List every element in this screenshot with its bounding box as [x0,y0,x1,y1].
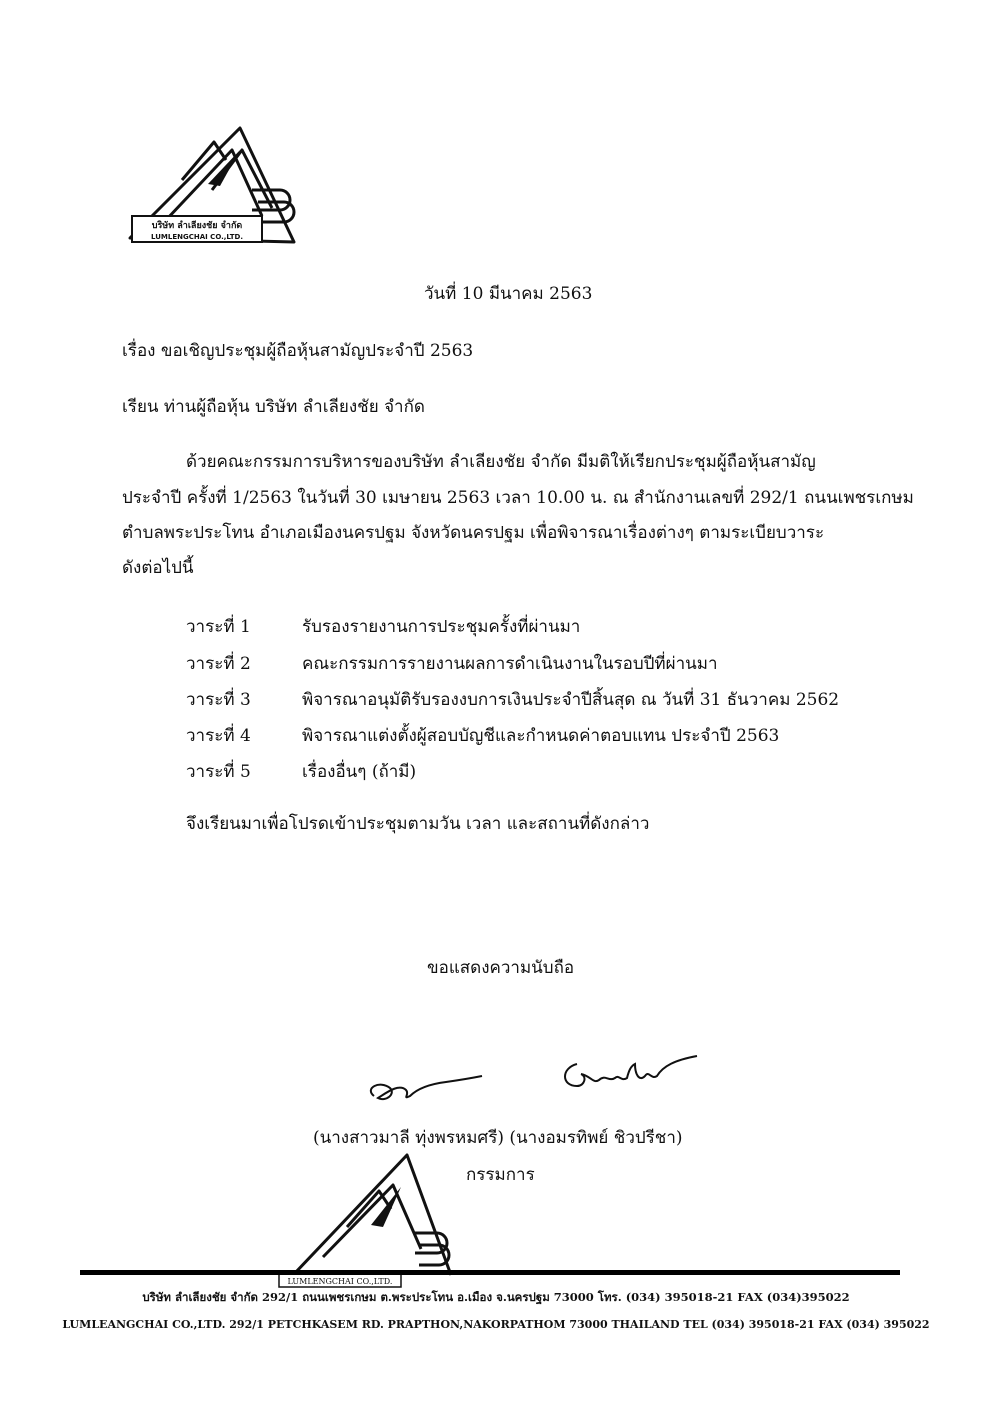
letter-date: วันที่ 10 มีนาคม 2563 [424,284,593,304]
footer-address-th: บริษัท ลำเลียงชัย จำกัด 292/1 ถนนเพชรเกษม ต.พระประโทน อ.เมือง จ.นครปฐม 73000 โทร. (034) 395018-21 FAX (034)395022 [142,1290,850,1304]
agenda-text: เรื่องอื่นๆ (ถ้ามี) [302,762,417,782]
signature-2 [555,1046,700,1096]
footer-rule [80,1270,900,1275]
letter-regards: ขอแสดงความนับถือ [427,958,575,978]
agenda-text: พิจารณาอนุมัติรับรองงบการเงินประจำปีสิ้นสุด ณ วันที่ 31 ธันวาคม 2562 [302,690,840,710]
agenda-text: คณะกรรมการรายงานผลการดำเนินงานในรอบปีที่ผ่านมา [302,654,718,674]
agenda-label: วาระที่ 4 [186,726,251,746]
agenda-text: รับรองรายงานการประชุมครั้งที่ผ่านมา [302,617,581,637]
agenda-label: วาระที่ 5 [186,762,251,782]
agenda-label: วาระที่ 1 [186,617,251,637]
body-line: ประจำปี ครั้งที่ 1/2563 ในวันที่ 30 เมษายน 2563 เวลา 10.00 น. ณ สำนักงานเลขที่ 292/1 ถนนเพชรเกษม [122,488,914,508]
letter-subject: เรื่อง ขอเชิญประชุมผู้ถือหุ้นสามัญประจำปี 2563 [122,341,474,361]
signature-1 [360,1058,485,1108]
logo-name-th: บริษัท ลำเลียงชัย จำกัด [151,221,243,231]
signatory-position: กรรมการ [466,1165,535,1185]
agenda-label: วาระที่ 3 [186,690,251,710]
stamp-name-en: LUMLENGCHAI CO.,LTD. [287,1277,393,1286]
body-line: ตำบลพระประโทน อำเภอเมืองนครปฐม จังหวัดนครปฐม เพื่อพิจารณาเรื่องต่างๆ ตามระเบียบวาระ [122,523,825,543]
body-line: ดังต่อไปนี้ [122,558,194,578]
letter-recipient: เรียน ท่านผู้ถือหุ้น บริษัท ลำเลียงชัย จำกัด [122,397,425,417]
agenda-label: วาระที่ 2 [186,654,251,674]
footer-address-en: LUMLEANGCHAI CO.,LTD. 292/1 PETCHKASEM RD. PRAPTHON,NAKORPATHOM 73000 THAILAND TEL (034) 395018-21 FAX (034) 395022 [62,1318,930,1331]
company-logo [122,120,302,255]
signatory-names: (นางสาวมาลี ทุ่งพรหมศรี) (นางอมรทิพย์ ชิวปรีชา) [313,1128,683,1148]
agenda-text: พิจารณาแต่งตั้งผู้สอบบัญชีและกำหนดค่าตอบแทน ประจำปี 2563 [302,726,780,746]
body-line: ด้วยคณะกรรมการบริหารของบริษัท ลำเลียงชัย จำกัด มีมติให้เรียกประชุมผู้ถือหุ้นสามัญ [186,452,816,472]
logo-name-en: LUMLENGCHAI CO.,LTD. [151,233,243,241]
letter-closing: จึงเรียนมาเพื่อโปรดเข้าประชุมตามวัน เวลา และสถานที่ดังกล่าว [186,814,650,834]
